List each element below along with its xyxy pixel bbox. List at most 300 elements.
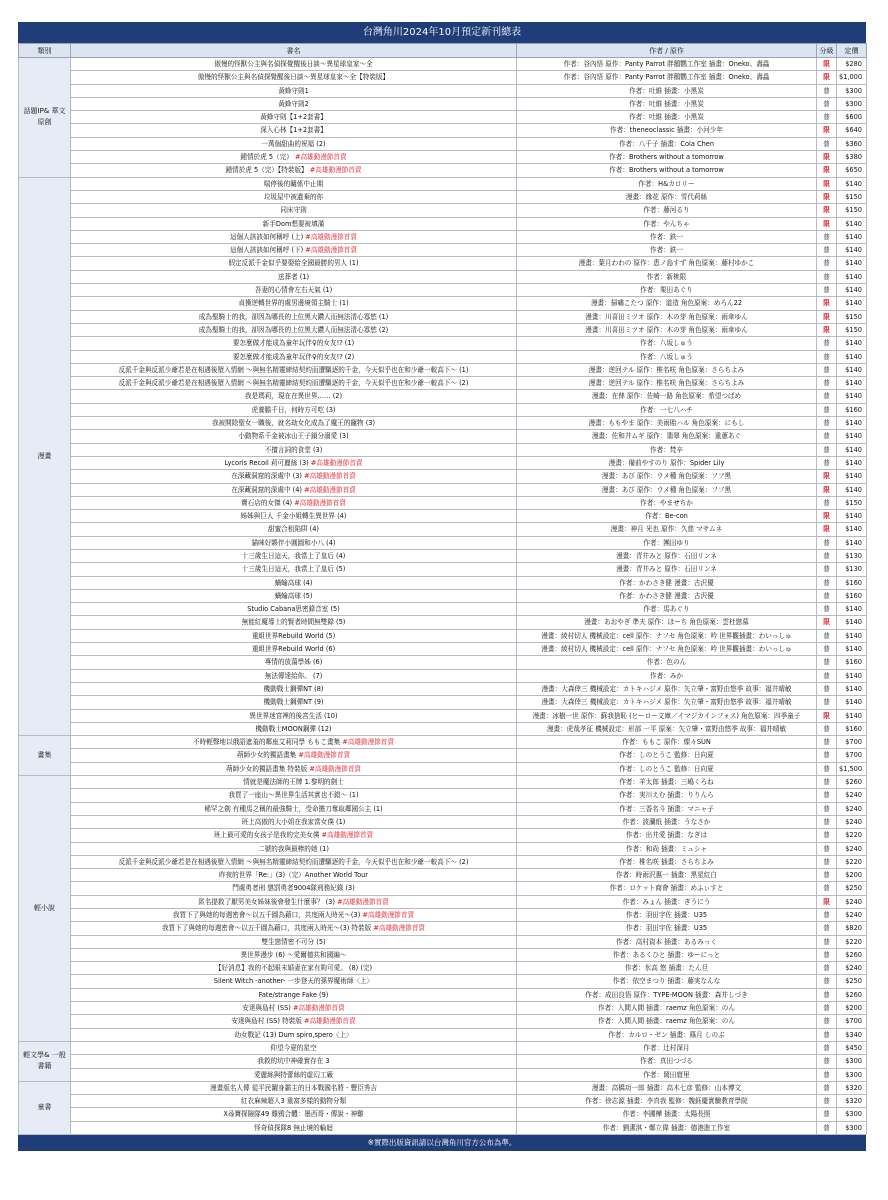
rating-badge: 普: [817, 696, 837, 709]
author-cell: 作者：高村資本 插畫：あるみっく: [517, 935, 817, 948]
book-title: 我買了一座山～異世界生活其實也不錯～ (1): [228, 791, 359, 800]
book-title: 機動戰士MOON鋼彈 (12): [255, 724, 332, 733]
author-cell: 漫畫：青井みと 原作：石田リンネ: [517, 563, 817, 576]
promo-tag: #高雄動漫節首賣: [294, 153, 347, 162]
table-row: [19, 377, 867, 390]
book-title-cell: [71, 58, 517, 71]
rating-badge: 限: [817, 310, 837, 323]
table-row: [19, 523, 867, 536]
author-cell: 漫畫：川喜田ミツオ 原作：木の芽 角色原案：雨傘ゆん: [517, 310, 817, 323]
price-cell: $260: [837, 776, 867, 789]
book-title: 鬥處勇者刑 懲罰勇者9004隊刑務紀錄 (3): [232, 884, 355, 893]
catalog-sheet: [18, 22, 866, 1151]
book-title-cell: [71, 204, 517, 217]
table-row: [19, 536, 867, 549]
rating-badge: 限: [817, 204, 837, 217]
book-title-cell: [71, 643, 517, 656]
table-row: [19, 350, 867, 363]
book-title-cell: [71, 84, 517, 97]
book-title: 怪奇偵探隊8 無止境的輪迴: [254, 1123, 333, 1132]
table-row: [19, 829, 867, 842]
rating-badge: 普: [817, 337, 837, 350]
promo-tag: #高雄動漫節首賣: [294, 498, 346, 507]
rating-badge: 普: [817, 669, 837, 682]
rating-badge: 限: [817, 164, 837, 177]
rating-badge: 普: [817, 350, 837, 363]
rating-badge: 普: [817, 1121, 837, 1134]
author-cell: 漫畫：あび 原作：ウメ種 角色原案：フフ黑: [517, 470, 817, 483]
book-title-cell: [71, 549, 517, 562]
table-row: [19, 736, 867, 749]
rating-badge: 限: [817, 124, 837, 137]
price-cell: $140: [837, 456, 867, 469]
book-title-cell: [71, 975, 517, 988]
author-cell: 漫畫：綾村切人 機械設定：cell 原作：ナフセ 角色原案：吟 世界觀插畫：わいっしゅ: [517, 643, 817, 656]
book-title: 黃蜂守則【1+2套書】: [260, 113, 327, 122]
table-row: [19, 337, 867, 350]
rating-badge: 限: [817, 177, 837, 190]
author-cell: 作者：梵辛: [517, 443, 817, 456]
rating-badge: 普: [817, 456, 837, 469]
price-cell: $240: [837, 909, 867, 922]
book-title: 這個人該該如何稱呼 (下): [230, 246, 304, 255]
book-title-cell: [71, 576, 517, 589]
book-title: 寶石店的女傑 (4): [241, 498, 293, 507]
price-cell: $240: [837, 842, 867, 855]
author-cell: 作者：徐志源 插畫：李真我 監修：魏鈺慶實驗教育學院: [517, 1095, 817, 1108]
book-title-cell: [71, 377, 517, 390]
price-cell: $240: [837, 815, 867, 828]
rating-badge: 限: [817, 71, 837, 84]
author-cell: 漫畫：緣花 原作：雪代莉絲: [517, 190, 817, 203]
category-cell: 輕文學& 一般書籍: [19, 1041, 71, 1081]
price-cell: $380: [837, 151, 867, 164]
book-title-cell: [71, 1068, 517, 1081]
author-cell: 作者：羽田宇佐 插畫：U35: [517, 922, 817, 935]
book-title: 二號的我與最棒的她 (1): [258, 844, 329, 853]
author-cell: 作者：鉄一: [517, 244, 817, 257]
book-title: 機動戰士鋼彈NT (9): [263, 698, 324, 707]
page-title: 台灣角川2024年10月預定新刊總表: [18, 22, 866, 43]
rating-badge: 普: [817, 377, 837, 390]
book-title-cell: [71, 869, 517, 882]
price-cell: $140: [837, 643, 867, 656]
price-cell: $140: [837, 177, 867, 190]
table-row: [19, 855, 867, 868]
rating-badge: 限: [817, 151, 837, 164]
price-cell: $160: [837, 589, 867, 602]
book-title-cell: [71, 935, 517, 948]
price-cell: $300: [837, 1121, 867, 1134]
price-cell: $200: [837, 1002, 867, 1015]
table-row: [19, 97, 867, 110]
promo-tag: #高雄動漫節首賣: [310, 458, 363, 467]
book-title-cell: [71, 151, 517, 164]
book-title-cell: [71, 523, 517, 536]
rating-badge: 普: [817, 1028, 837, 1041]
author-cell: 作者：やんちゃ: [517, 217, 817, 230]
book-title-cell: [71, 1095, 517, 1108]
price-cell: $240: [837, 962, 867, 975]
price-cell: $150: [837, 323, 867, 336]
price-cell: $150: [837, 496, 867, 509]
table-row: [19, 456, 867, 469]
author-cell: 作者：氷高 悠 插畫：たん旦: [517, 962, 817, 975]
rating-badge: 普: [817, 962, 837, 975]
book-title-cell: [71, 164, 517, 177]
book-title: 異世界迷宮裡的後宮生活 (10): [249, 711, 338, 720]
rating-badge: 普: [817, 1095, 837, 1108]
rating-badge: 普: [817, 1002, 837, 1015]
book-title: 班上最可愛的女孩子是我的完美女僕: [213, 831, 320, 840]
book-title-cell: [71, 829, 517, 842]
promo-tag: #高雄動漫節首賣: [303, 1017, 356, 1026]
book-title: 貓咪好夥伴小圓圓和小八 (4): [251, 538, 336, 547]
rating-badge: 普: [817, 363, 837, 376]
author-cell: 漫畫：佐和井ムギ 原作：翡翠 角色原案：重蔥あぐ: [517, 430, 817, 443]
author-cell: 作者：時雨沢惠一 插畫：黒星紅白: [517, 869, 817, 882]
author-cell: 作者：しのとうこ 監修：日向夏: [517, 762, 817, 775]
author-cell: 作者：成田良悟 原作：TYPE-MOON 插畫：森井しづき: [517, 988, 817, 1001]
book-title: 安達與島村 (SS) 特裝版: [231, 1017, 302, 1026]
rating-badge: 普: [817, 137, 837, 150]
rating-badge: 普: [817, 1015, 837, 1028]
book-title: 昨夜的世界「Re:」(3)（完）Another World Tour: [218, 871, 368, 880]
author-cell: 作者：しのとうこ 監修：日向夏: [517, 749, 817, 762]
book-title-cell: [71, 1055, 517, 1068]
book-title-cell: [71, 749, 517, 762]
rating-badge: 普: [817, 762, 837, 775]
price-cell: $140: [837, 244, 867, 257]
book-title-cell: [71, 1041, 517, 1054]
book-title: 無法傳達給你。 (7): [264, 671, 323, 680]
book-title: 蝸蝓高球 (5): [274, 591, 313, 600]
rating-badge: 限: [817, 323, 837, 336]
table-row: [19, 164, 867, 177]
rating-badge: 普: [817, 417, 837, 430]
author-cell: 作者：吐維 插畫：小黑炭: [517, 97, 817, 110]
book-title-cell: [71, 310, 517, 323]
footer-note: ※實際出版資訊請以台灣角川官方公布為準。: [18, 1135, 866, 1151]
rating-badge: 普: [817, 736, 837, 749]
price-cell: $700: [837, 749, 867, 762]
author-cell: 漫畫：神月 光也 原作：久慈 マサムネ: [517, 523, 817, 536]
book-title-cell: [71, 297, 517, 310]
table-row: [19, 1041, 867, 1054]
author-cell: 作者：八坂しゅう: [517, 337, 817, 350]
book-title: 異世界漫步 (6) ～愛爾德共和國編～: [240, 950, 347, 959]
rating-badge: 限: [817, 510, 837, 523]
author-cell: 漫畫：ももやま 原作：美雨貽ハル 角色原案：にもし: [517, 417, 817, 430]
author-cell: 作者：出井愛 插畫：なぎは: [517, 829, 817, 842]
rating-badge: 普: [817, 496, 837, 509]
author-cell: 作者：みょん 插畫：ぎうにう: [517, 895, 817, 908]
book-title-cell: [71, 483, 517, 496]
author-cell: 作者：新桃限: [517, 270, 817, 283]
table-row: [19, 948, 867, 961]
rating-badge: 普: [817, 789, 837, 802]
rating-badge: 普: [817, 270, 837, 283]
table-row: [19, 1002, 867, 1015]
table-row: [19, 1121, 867, 1134]
table-row: [19, 1108, 867, 1121]
price-cell: $140: [837, 337, 867, 350]
table-row: [19, 935, 867, 948]
author-cell: 作者：三香名斗 插畫：マニャ子: [517, 802, 817, 815]
table-row: [19, 151, 867, 164]
table-row: [19, 563, 867, 576]
rating-badge: 普: [817, 869, 837, 882]
book-title-cell: [71, 815, 517, 828]
book-title: 幼女戰記 (13) Dum spiro,spero〈上〉: [234, 1030, 353, 1039]
table-row: [19, 284, 867, 297]
price-cell: $220: [837, 829, 867, 842]
table-row: [19, 549, 867, 562]
book-title: 重組世界Rebuild World (6): [251, 645, 336, 654]
price-cell: $130: [837, 549, 867, 562]
table-row: [19, 443, 867, 456]
table-row: [19, 363, 867, 376]
book-title: 愛麗絲與特蕾絲的虛幻工廠: [253, 1070, 334, 1079]
rating-badge: 普: [817, 603, 837, 616]
rating-badge: 限: [817, 217, 837, 230]
rating-badge: 普: [817, 97, 837, 110]
author-cell: 作者：吐維 插畫：小黑炭: [517, 111, 817, 124]
author-cell: 作者：カルロ・ゼン 插畫：篠月 しのぶ: [517, 1028, 817, 1041]
book-title: 安達與島村 (SS): [242, 1004, 291, 1013]
book-title: 小動物系千金被冰山王子鎖分溺愛 (3): [238, 432, 349, 441]
rating-badge: 普: [817, 549, 837, 562]
book-title-cell: [71, 390, 517, 403]
book-title-cell: [71, 97, 517, 110]
price-cell: $240: [837, 802, 867, 815]
book-title: 重組世界Rebuild World (5): [251, 631, 336, 640]
book-title: 要怎麼做才能成為童年玩伴♀的女友!? (2): [232, 352, 355, 361]
table-row: [19, 682, 867, 695]
author-cell: 漫畫：備前やすのり 原作：Spider Lily: [517, 456, 817, 469]
book-title-cell: [71, 1081, 517, 1094]
author-cell: 作者：theneoclassic 插畫：小河少年: [517, 124, 817, 137]
table-row: [19, 390, 867, 403]
rating-badge: 普: [817, 284, 837, 297]
rating-badge: 普: [817, 802, 837, 815]
author-cell: 作者：和尚 插畫：ミュシャ: [517, 842, 817, 855]
book-title: 送葬者 (1): [277, 272, 310, 281]
table-row: [19, 190, 867, 203]
table-row: [19, 257, 867, 270]
rating-badge: 限: [817, 616, 837, 629]
author-cell: 作者：あるくひと 插畫：ゆーにっと: [517, 948, 817, 961]
rating-badge: 普: [817, 948, 837, 961]
author-cell: 作者：H&カロリー: [517, 177, 817, 190]
book-title-cell: [71, 948, 517, 961]
author-cell: 漫畫：在俾 原作：佐崎一路 角色原案：希望つばめ: [517, 390, 817, 403]
author-cell: 作者：馬あぐり: [517, 603, 817, 616]
book-title-cell: [71, 789, 517, 802]
rating-badge: 普: [817, 682, 837, 695]
author-cell: 作者：椎名咲 插畫：さらちよみ: [517, 855, 817, 868]
book-title: 不擅言詞的食堂 (3): [264, 445, 323, 454]
price-cell: $240: [837, 895, 867, 908]
book-title: 班上高傲的大小姐在我家當女僕 (1): [241, 817, 346, 826]
rating-badge: 普: [817, 443, 837, 456]
book-title: 情就是魔法師的王牌 1.黎明的劍士: [243, 778, 344, 787]
author-cell: 作者：やませちか: [517, 496, 817, 509]
table-row: [19, 669, 867, 682]
table-row: [19, 589, 867, 602]
price-cell: $140: [837, 284, 867, 297]
rating-badge: 普: [817, 629, 837, 642]
table-row: [19, 417, 867, 430]
table-row: [19, 696, 867, 709]
price-cell: $700: [837, 736, 867, 749]
author-cell: 作者：谷內悟 原作：Panty Parrot 胖鵝鸚工作室 插畫：Oneko、壽蟲: [517, 58, 817, 71]
book-title: 傲慢的怪獸公主與名偵探覺醒後日談～異星球皇家～全: [214, 60, 373, 68]
rating-badge: 普: [817, 1041, 837, 1054]
table-row: [19, 749, 867, 762]
author-cell: 作者：羊太郎 插畫：三嶋くろね: [517, 776, 817, 789]
rating-badge: 普: [817, 988, 837, 1001]
book-title-cell: [71, 882, 517, 895]
author-cell: 漫畫：高橋功一郎 插畫：高木七彦 監修：山本博文: [517, 1081, 817, 1094]
author-cell: 漫畫：川喜田ミツオ 原作：木の芽 角色原案：雨傘ゆん: [517, 323, 817, 336]
price-cell: $360: [837, 137, 867, 150]
price-cell: $140: [837, 536, 867, 549]
table-row: [19, 656, 867, 669]
price-cell: $340: [837, 1028, 867, 1041]
table-row: [19, 310, 867, 323]
book-title: 甜蜜合租陷阱 (4): [268, 525, 319, 534]
book-title-cell: [71, 802, 517, 815]
price-cell: $140: [837, 390, 867, 403]
promo-tag: #高雄動漫節首賣: [321, 831, 374, 840]
book-title-cell: [71, 629, 517, 642]
price-cell: $300: [837, 1108, 867, 1121]
author-cell: 作者：ももこ 原作：燦々SUN: [517, 736, 817, 749]
table-body: [19, 58, 867, 1135]
book-title-cell: [71, 456, 517, 469]
price-cell: $320: [837, 1095, 867, 1108]
book-title: 反派千金與反派少爺若是在相遇後墮入情網 ～與無名精靈締結契約而遭驅逐的千金，今天似乎也在和少爺一較高下～ (1): [118, 365, 469, 374]
book-title: 新手Dom想要被填滿: [262, 219, 325, 228]
table-row: [19, 1055, 867, 1068]
price-cell: $160: [837, 656, 867, 669]
header-price: 定價: [837, 44, 867, 58]
rating-badge: 普: [817, 643, 837, 656]
book-title-cell: [71, 1002, 517, 1015]
author-cell: 作者：谷內悟 原作：Panty Parrot 胖鵝鸚工作室 插畫：Oneko、壽蟲: [517, 71, 817, 84]
book-title-cell: [71, 71, 517, 84]
rating-badge: 普: [817, 84, 837, 97]
promo-tag: #高雄動漫節首賣: [293, 1004, 345, 1013]
price-cell: $140: [837, 669, 867, 682]
price-cell: $140: [837, 377, 867, 390]
author-cell: 作者：かわさき健 漫畫：古沢優: [517, 576, 817, 589]
book-title: 在深藏洞窟的深處中 (3): [231, 472, 302, 481]
table-row: [19, 71, 867, 84]
table-row: [19, 470, 867, 483]
author-cell: 漫畫：逆回テル 原作：椎名咲 角色原案：さらちよみ: [517, 377, 817, 390]
book-title: 假定反派千金似乎要娶給全國最勝的男人 (1): [228, 259, 359, 268]
price-cell: $140: [837, 696, 867, 709]
book-title: 匿名提救了厭男美女姊妹後會發生什麼事？ (3): [198, 897, 335, 906]
promo-tag: #高雄動漫節首賣: [337, 897, 389, 906]
author-cell: 作者：八坂しゅう: [517, 350, 817, 363]
price-cell: $140: [837, 257, 867, 270]
category-cell: 話題IP& 華文原創: [19, 58, 71, 178]
table-row: [19, 403, 867, 416]
table-row: [19, 962, 867, 975]
table-row: [19, 616, 867, 629]
book-title-cell: [71, 284, 517, 297]
author-cell: 作者：Be-con: [517, 510, 817, 523]
promo-tag: #高雄動漫節首賣: [304, 485, 356, 494]
price-cell: $160: [837, 576, 867, 589]
rating-badge: 普: [817, 257, 837, 270]
table-row: [19, 869, 867, 882]
promo-tag: #高雄動漫節首賣: [342, 738, 394, 747]
rating-badge: 普: [817, 111, 837, 124]
book-title: 要怎麼做才能成為童年玩伴♀的女友!? (1): [232, 339, 355, 348]
price-cell: $140: [837, 682, 867, 695]
table-row: [19, 909, 867, 922]
price-cell: $280: [837, 58, 867, 71]
table-row: [19, 496, 867, 509]
book-title-cell: [71, 736, 517, 749]
price-cell: $320: [837, 1081, 867, 1094]
author-cell: 作者：團田ゆり: [517, 536, 817, 549]
book-title: 我是瑪莉，現在在異世界…… (2): [244, 392, 343, 401]
author-cell: 作者：吐維 插畫：小黑炭: [517, 84, 817, 97]
price-cell: $140: [837, 430, 867, 443]
table-row: [19, 975, 867, 988]
author-cell: 作者：真田つづる: [517, 1055, 817, 1068]
table-row: [19, 217, 867, 230]
author-cell: 漫畫：逆回テル 原作：椎名咲 角色原案：さらちよみ: [517, 363, 817, 376]
table-row: [19, 988, 867, 1001]
book-title: 不時輕聲地以俄語遮羞的鄰座艾莉同學 ももこ畫集: [193, 738, 341, 747]
rating-badge: 普: [817, 536, 837, 549]
price-cell: $250: [837, 975, 867, 988]
table-row: [19, 58, 867, 71]
book-title: 喘停後的關係中止期: [263, 179, 324, 188]
book-title: 無能紅魔導士的賢者時間無雙錄 (5): [241, 618, 346, 627]
author-cell: 作者：波瀾纸 插畫：うなさか: [517, 815, 817, 828]
table-row: [19, 1068, 867, 1081]
author-cell: 作者：色のん: [517, 656, 817, 669]
table-row: [19, 270, 867, 283]
book-title: 鍾情於虎 5（完）【特裝版】: [225, 166, 308, 175]
header-author: 作者 / 原作: [517, 44, 817, 58]
price-cell: $140: [837, 470, 867, 483]
rating-badge: 普: [817, 244, 837, 257]
book-title: 一萬個甜曲的祝福 (2): [261, 139, 326, 148]
promo-tag: #高雄動漫節首賣: [362, 911, 415, 919]
price-cell: $150: [837, 310, 867, 323]
book-title: 黃蜂守則1: [278, 86, 309, 95]
book-title: 仰望今夏的星空: [270, 1043, 317, 1052]
book-title-cell: [71, 722, 517, 735]
rating-badge: 普: [817, 656, 837, 669]
table-row: [19, 204, 867, 217]
rating-badge: 限: [817, 58, 837, 71]
promo-tag: #高雄動漫節首賣: [309, 764, 362, 773]
price-cell: $220: [837, 855, 867, 868]
price-cell: $140: [837, 230, 867, 243]
price-cell: $300: [837, 1055, 867, 1068]
price-cell: $200: [837, 869, 867, 882]
promo-tag: #高雄動漫節首賣: [305, 232, 357, 241]
